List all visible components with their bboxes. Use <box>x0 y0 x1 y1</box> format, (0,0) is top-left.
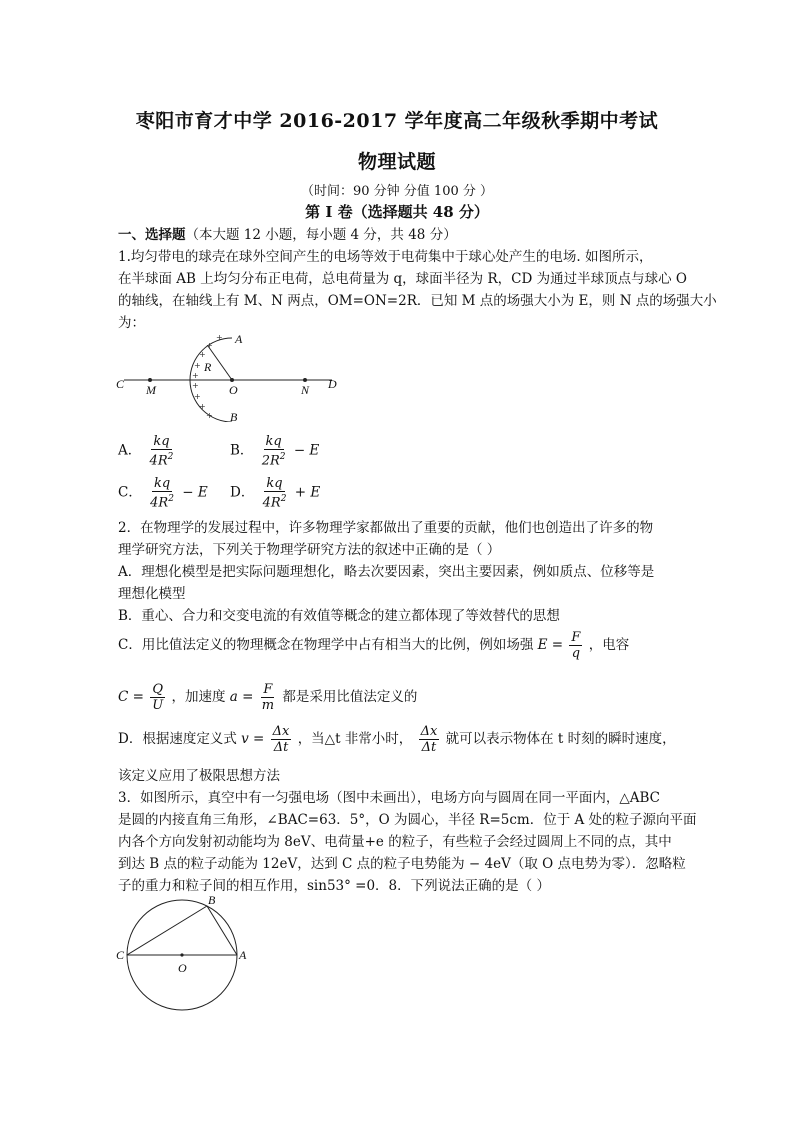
point-n <box>303 378 307 382</box>
label-a: A <box>239 948 247 962</box>
label-a: A <box>235 332 243 346</box>
svg-text:+: + <box>206 411 213 420</box>
option-label: A． <box>118 442 142 459</box>
q1-option-c[interactable] <box>118 476 208 510</box>
frac-den: 2R <box>261 453 280 469</box>
frac-den: 4R <box>149 453 168 469</box>
c2-mid: ，加速度 <box>171 689 226 705</box>
frac-num: kq <box>153 476 171 491</box>
option-suffix: − E <box>182 484 208 501</box>
d1-eq: v = <box>241 731 265 747</box>
point-o <box>230 378 234 382</box>
q2-option-d-line-1[interactable] <box>118 724 676 755</box>
q2-line-2: 理学研究方法，下列关于物理学研究方法的叙述中正确的是（ ） <box>118 542 501 558</box>
frac-den: 4R <box>262 495 281 511</box>
frac-num: kq <box>266 476 283 491</box>
q3-line-3: 内各个方向发射初动能均为 8eV、电荷量+e 的粒子，有些粒子会经过圆周上不同的点，其中 <box>118 834 672 850</box>
frac-den: 4R <box>150 495 169 511</box>
svg-text:+: + <box>199 350 206 359</box>
option-label: C． <box>118 484 142 501</box>
frac-num: Q <box>152 682 164 697</box>
svg-text:+: + <box>192 381 199 390</box>
label-b: B <box>208 893 216 907</box>
frac-den: Δt <box>421 740 437 755</box>
label-o: O <box>229 383 238 397</box>
q1-hemisphere-figure <box>112 326 352 422</box>
frac-exp: 2 <box>168 494 174 504</box>
frac-num: Δx <box>420 724 438 739</box>
q2-option-a-line-2: 理想化模型 <box>118 586 186 602</box>
q2-option-a-line-1[interactable]: A．理想化模型是把实际问题理想化，略去次要因素，突出主要因素，例如质点、位移等是 <box>118 564 655 580</box>
q1-line-2: 在半球面 AB 上均匀分布正电荷，总电荷量为 q，球面半径为 R，CD 为通过半球顶点与球心 O <box>118 271 687 287</box>
q2-option-c-line-1[interactable] <box>118 630 629 661</box>
c2-eq2: a = <box>229 689 254 705</box>
point-m <box>148 378 152 382</box>
q1-option-b[interactable] <box>230 434 319 468</box>
exam-meta: （时间：90 分钟 分值 100 分 ） <box>300 184 494 199</box>
center-o <box>180 953 183 956</box>
d1-text: D．根据速度定义式 <box>118 731 237 747</box>
q3-line-2: 是圆的内接直角三角形，∠BAC=63．5°，O 为圆心，半径 R=5cm．位于 A 处的粒子源向平面 <box>118 812 697 828</box>
section-title: 一、选择题 <box>118 227 186 243</box>
frac-num: Δx <box>272 724 290 739</box>
c1-text: C．用比值法定义的物理概念在物理学中占有相当大的比例，例如场强 <box>118 637 534 653</box>
option-suffix: + E <box>294 484 321 501</box>
exam-title: 枣阳市育才中学 2016-2017 学年度高二年级秋季期中考试 <box>135 110 659 132</box>
q1-line-3: 的轴线，在轴线上有 M、N 两点，OM=ON=2R．已知 M 点的场强大小为 E，则 N 点的场强大小 <box>118 293 717 309</box>
option-label: B． <box>230 442 254 459</box>
label-n: N <box>301 383 310 397</box>
label-d: D <box>328 377 337 391</box>
frac-num: kq <box>265 434 282 449</box>
q1-option-a[interactable] <box>118 434 177 468</box>
paper-subtitle: 物理试题 <box>357 151 436 173</box>
q2-option-c-line-2 <box>118 682 417 713</box>
frac-exp: 2 <box>280 494 287 504</box>
label-r: R <box>204 360 212 374</box>
svg-text:+: + <box>194 361 201 370</box>
chord-cb <box>127 906 207 955</box>
label-o: O <box>178 961 187 975</box>
q3-line-5: 子的重力和粒子间的相互作用，sin53° =0．8．下列说法正确的是（ ） <box>118 878 550 894</box>
q2-line-1: 2．在物理学的发展过程中，许多物理学家都做出了重要的贡献，他们也创造出了许多的物 <box>118 520 654 536</box>
frac-num: kq <box>153 434 170 449</box>
section-note: （本大题 12 小题，每小题 4 分，共 48 分） <box>185 227 457 243</box>
section-heading <box>118 223 457 243</box>
charge-marks <box>192 333 223 420</box>
frac-exp: 2 <box>279 452 286 462</box>
frac-den: U <box>152 698 164 713</box>
label-c: C <box>116 377 125 391</box>
frac-num: F <box>263 682 273 697</box>
q2-option-b[interactable]: B．重心、合力和交变电流的有效值等概念的建立都体现了等效替代的思想 <box>118 608 560 624</box>
svg-text:+: + <box>199 402 206 411</box>
label-m: M <box>146 383 156 397</box>
d1-mid: ，当△t 非常小时， <box>297 731 413 747</box>
option-suffix: − E <box>293 442 320 459</box>
c2-eq: C = <box>118 689 144 705</box>
svg-text:+: + <box>192 371 199 380</box>
c1-eq: E = <box>537 637 564 653</box>
chord-ba <box>207 906 237 955</box>
d1-end: 就可以表示物体在 t 时刻的瞬时速度， <box>445 731 676 747</box>
q1-option-d[interactable] <box>230 476 320 510</box>
c2-end: 都是采用比值法定义的 <box>282 689 418 705</box>
q3-line-1: 3．如图所示，真空中有一匀强电场（图中未画出），电场方向与圆周在同一平面内，△ABC <box>118 790 660 806</box>
q3-circle-figure <box>112 892 262 1016</box>
q1-line-1: 1.均匀带电的球壳在球外空间产生的电场等效于电荷集中于球心处产生的电场. 如图所示， <box>118 249 653 265</box>
frac-den: Δt <box>273 740 289 755</box>
frac-den: q <box>571 646 581 661</box>
svg-text:+: + <box>194 392 201 401</box>
volume-heading: 第 I 卷（选择题共 48 分） <box>305 203 489 221</box>
svg-text:+: + <box>206 341 213 350</box>
svg-text:+: + <box>216 333 223 342</box>
radius-line <box>208 346 232 380</box>
frac-num: F <box>571 630 581 645</box>
label-c: C <box>116 948 125 962</box>
frac-exp: 2 <box>167 452 174 462</box>
q2-option-d-line-2: 该定义应用了极限思想方法 <box>118 768 280 784</box>
option-label: D． <box>230 484 255 501</box>
q1-line-4: 为： <box>118 315 145 331</box>
label-b: B <box>230 410 238 422</box>
frac-den: m <box>261 698 275 713</box>
q3-line-4: 到达 B 点的粒子动能为 12eV，达到 C 点的粒子电势能为 − 4eV（取 O 点电势为零）．忽略粒 <box>118 856 686 872</box>
c1-end: ，电容 <box>588 637 630 653</box>
